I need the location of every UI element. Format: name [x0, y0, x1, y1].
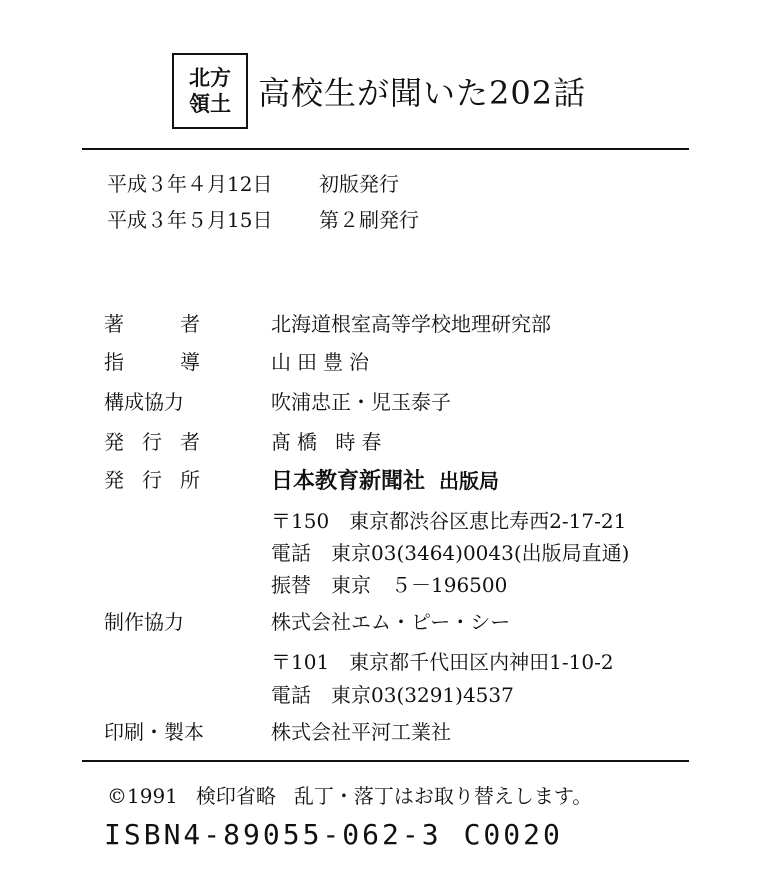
- credit-row-production: [0, 606, 758, 636]
- credit-row-publisher: [0, 464, 758, 494]
- seal-omitted-text: 検印省略: [195, 784, 276, 808]
- publisher-person-value: 髙橋 時春: [271, 430, 388, 454]
- production-address: 〒101 東京都千代田区内神田1-10-2: [271, 650, 614, 674]
- printing-label: 印刷・製本: [104, 720, 204, 744]
- top-divider: [82, 148, 689, 150]
- composition-value: 吹浦忠正・児玉泰子: [271, 390, 451, 414]
- replacement-notice: 乱丁・落丁はお取り替えします。: [293, 784, 593, 808]
- production-phone: 電話 東京03(3291)4537: [271, 683, 514, 707]
- publisher-label: 発 行 所: [104, 468, 200, 492]
- edition-date-1: 平成３年４月12日: [107, 172, 273, 196]
- author-value: 北海道根室高等学校地理研究部: [271, 312, 551, 336]
- edition-note-2: 第２刷発行: [319, 208, 419, 232]
- publisher-person-label: 発 行 者: [104, 430, 200, 454]
- classification-code: C0020: [463, 818, 563, 851]
- title-box-line2: 領土: [189, 91, 231, 116]
- footer-notice-line: [107, 780, 610, 809]
- title-box-badge: [172, 53, 248, 129]
- copyright-text: ©1991: [107, 784, 178, 808]
- publisher-name: [271, 464, 499, 495]
- publisher-address: 〒150 東京都渋谷区恵比寿西2-17-21: [271, 509, 627, 533]
- edition-line-2: [107, 204, 419, 233]
- edition-date-2: 平成３年５月15日: [107, 208, 273, 232]
- production-value: 株式会社エム・ピー・シー: [271, 610, 511, 634]
- composition-label: 構成協力: [104, 390, 184, 414]
- supervisor-label: 指 導: [104, 350, 200, 374]
- credit-row-author: [0, 308, 758, 338]
- credit-row-publisher-person: [0, 426, 758, 456]
- isbn-number: ISBN4-89055-062-3: [104, 818, 442, 851]
- publisher-transfer: 振替 東京 ５－196500: [271, 573, 508, 597]
- bottom-divider: [82, 760, 689, 762]
- printing-value: 株式会社平河工業社: [271, 720, 451, 744]
- edition-note-1: 初版発行: [319, 172, 399, 196]
- publisher-phone: 電話 東京03(3464)0043(出版局直通): [271, 541, 630, 565]
- author-label: 著 者: [104, 312, 200, 336]
- book-title: 高校生が聞いた202話: [258, 74, 587, 112]
- credit-row-composition: [0, 386, 758, 416]
- publisher-dept: 出版局: [439, 469, 500, 493]
- edition-line-1: [107, 168, 399, 197]
- credit-row-supervisor: [0, 346, 758, 376]
- production-label: 制作協力: [104, 610, 184, 634]
- title-box-line1: 北方: [189, 65, 231, 90]
- publisher-company: 日本教育新聞社: [271, 469, 426, 494]
- supervisor-value: 山田豊治: [271, 350, 375, 374]
- isbn-line: [104, 818, 563, 851]
- credit-row-printing: [0, 716, 758, 746]
